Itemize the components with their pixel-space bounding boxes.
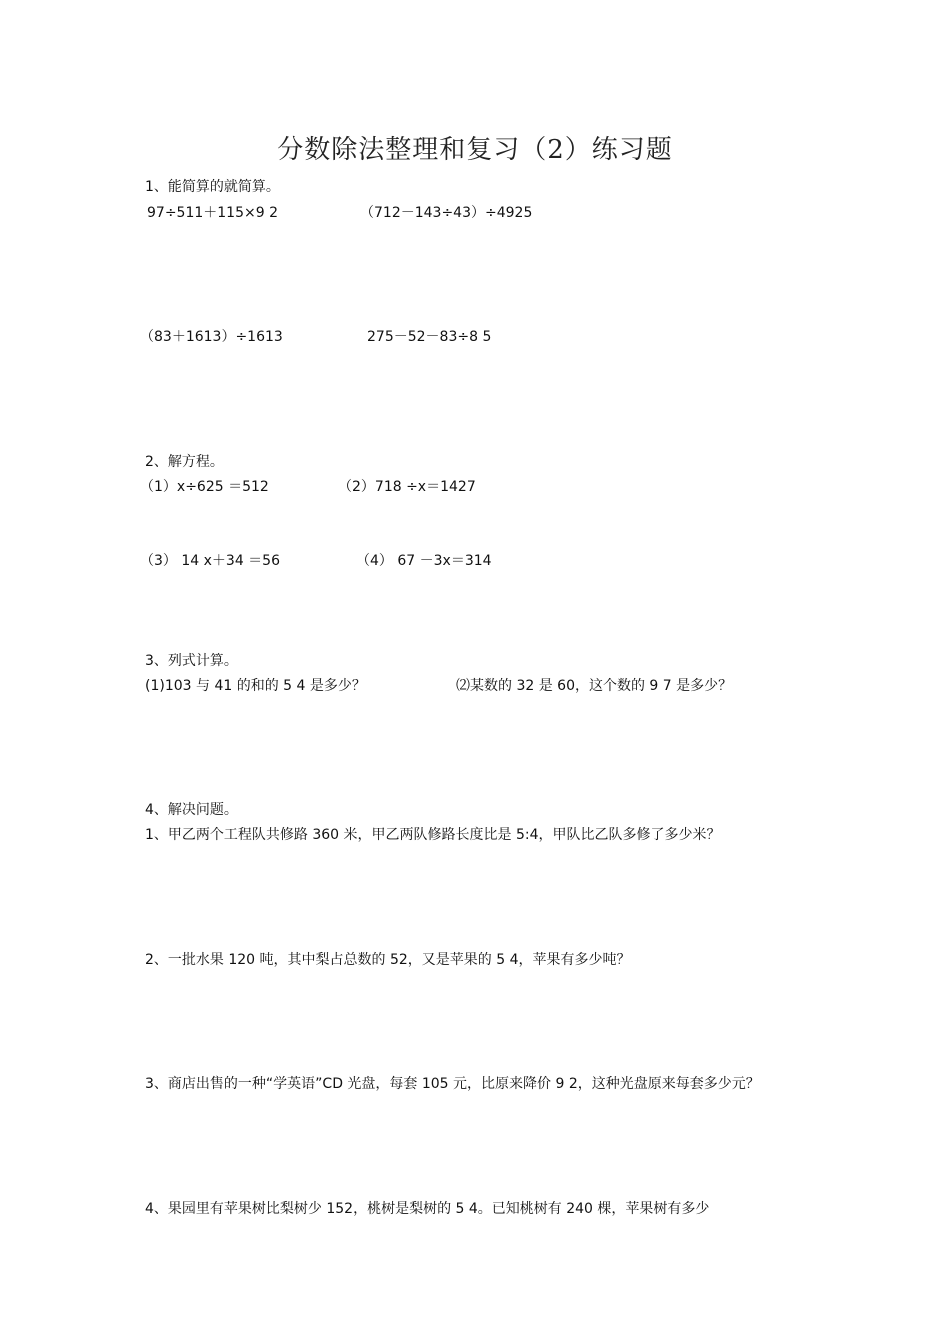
s4-problem-3: 3、商店出售的一种“学英语”CD 光盘，每套 105 元，比原来降价 9 2，这种光盘原来每套多少元？	[145, 1076, 760, 1092]
page-title: 分数除法整理和复习（2）练习题	[277, 135, 673, 165]
s3-question-2: ⑵某数的 32 是 60，这个数的 9 7 是多少？	[456, 678, 733, 694]
s4-problem-2: 2、一批水果 120 吨，其中梨占总数的 52，又是苹果的 5 4，苹果有多少吨？	[145, 952, 631, 968]
s4-problem-4: 4、果园里有苹果树比梨树少 152，桃树是梨树的 5 4。已知桃树有 240 棵，苹果树有多少	[145, 1201, 710, 1217]
section-1-heading: 1、能简算的就简算。	[145, 179, 280, 195]
s4-problem-1: 1、甲乙两个工程队共修路 360 米，甲乙两队修路长度比是 5:4，甲队比乙队多修了多少米？	[145, 827, 721, 843]
section-3-heading: 3、列式计算。	[145, 653, 238, 669]
s1-problem-1: 97÷511＋115×9 2	[147, 205, 278, 221]
s1-problem-3: （83＋1613）÷1613	[140, 329, 283, 345]
s1-problem-4: 275－52－83÷8 5	[367, 329, 492, 345]
section-4-heading: 4、解决问题。	[145, 802, 238, 818]
s1-problem-2: （712－143÷43）÷4925	[360, 205, 533, 221]
s3-question-1: (1)103 与 41 的和的 5 4 是多少？	[145, 678, 366, 694]
s2-equation-2: （2）718 ÷x＝1427	[338, 479, 476, 495]
s2-equation-3: （3） 14 x＋34 ＝56	[140, 553, 280, 569]
s2-equation-4: （4） 67 －3x＝314	[356, 553, 492, 569]
s2-equation-1: （1）x÷625 ＝512	[140, 479, 269, 495]
section-2-heading: 2、解方程。	[145, 454, 224, 470]
